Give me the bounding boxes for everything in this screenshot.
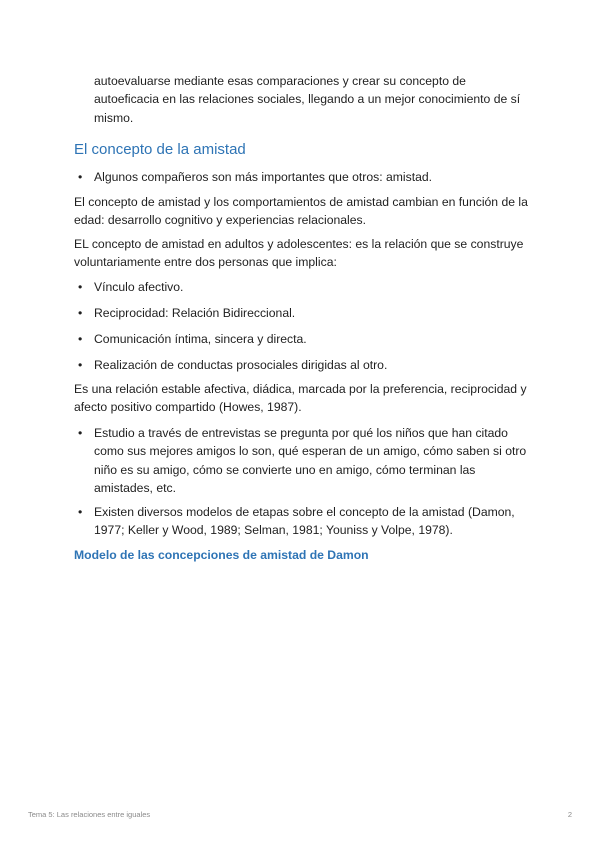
subheading: Modelo de las concepciones de amistad de Damon bbox=[74, 548, 369, 562]
continuation-paragraph: autoevaluarse mediante esas comparaciones y crear su concepto de autoeficacia en las relaciones sociales, llegando a un mejor conocimiento de sí mismo. bbox=[94, 74, 521, 125]
paragraph: EL concepto de amistad en adultos y adolescentes: es la relación que se construye voluntariamente entre dos personas que implica: bbox=[74, 237, 524, 270]
bullet-icon: • bbox=[78, 358, 83, 372]
list-item: • Existen diversos modelos de etapas sobre el concepto de la amistad (Damon, 1977; Keller y Wood, 1989; Selman, 1981; Youniss y Volpe, 1978). bbox=[78, 505, 515, 538]
list-item: • Algunos compañeros son más importantes que otros: amistad. bbox=[74, 168, 534, 186]
list-item: • Vínculo afectivo. bbox=[74, 278, 534, 296]
list-item: • Comunicación íntima, sincera y directa. bbox=[74, 330, 534, 348]
paragraph: El concepto de amistad y los comportamientos de amistad cambian en función de la edad: desarrollo cognitivo y experiencias relacionales. bbox=[74, 195, 528, 228]
list-item: • Estudio a través de entrevistas se pregunta por qué los niños que han citado como sus mejores amigos lo son, qué esperan de un amigo, cómo saben si otro niño es su amigo, cómo se convierte uno en amigo, cómo terminan las amistades, etc. bbox=[78, 426, 527, 495]
list-item: • Reciprocidad: Relación Bidireccional. bbox=[74, 304, 534, 322]
bullet-icon: • bbox=[78, 280, 83, 294]
list-item: • Realización de conductas prosociales dirigidas al otro. bbox=[74, 356, 534, 374]
page-number: 2 bbox=[567, 810, 572, 819]
section-title: El concepto de la amistad bbox=[74, 141, 246, 158]
bullet-icon: • bbox=[78, 426, 83, 440]
paragraph: Es una relación estable afectiva, diádica, marcada por la preferencia, reciprocidad y afecto positivo compartido (Howes, 1987). bbox=[74, 382, 527, 415]
bullet-icon: • bbox=[78, 306, 83, 320]
bullet-icon: • bbox=[78, 170, 83, 184]
bullet-icon: • bbox=[78, 505, 83, 519]
bullet-icon: • bbox=[78, 332, 83, 346]
footer-title: Tema 5: Las relaciones entre iguales bbox=[28, 810, 151, 819]
